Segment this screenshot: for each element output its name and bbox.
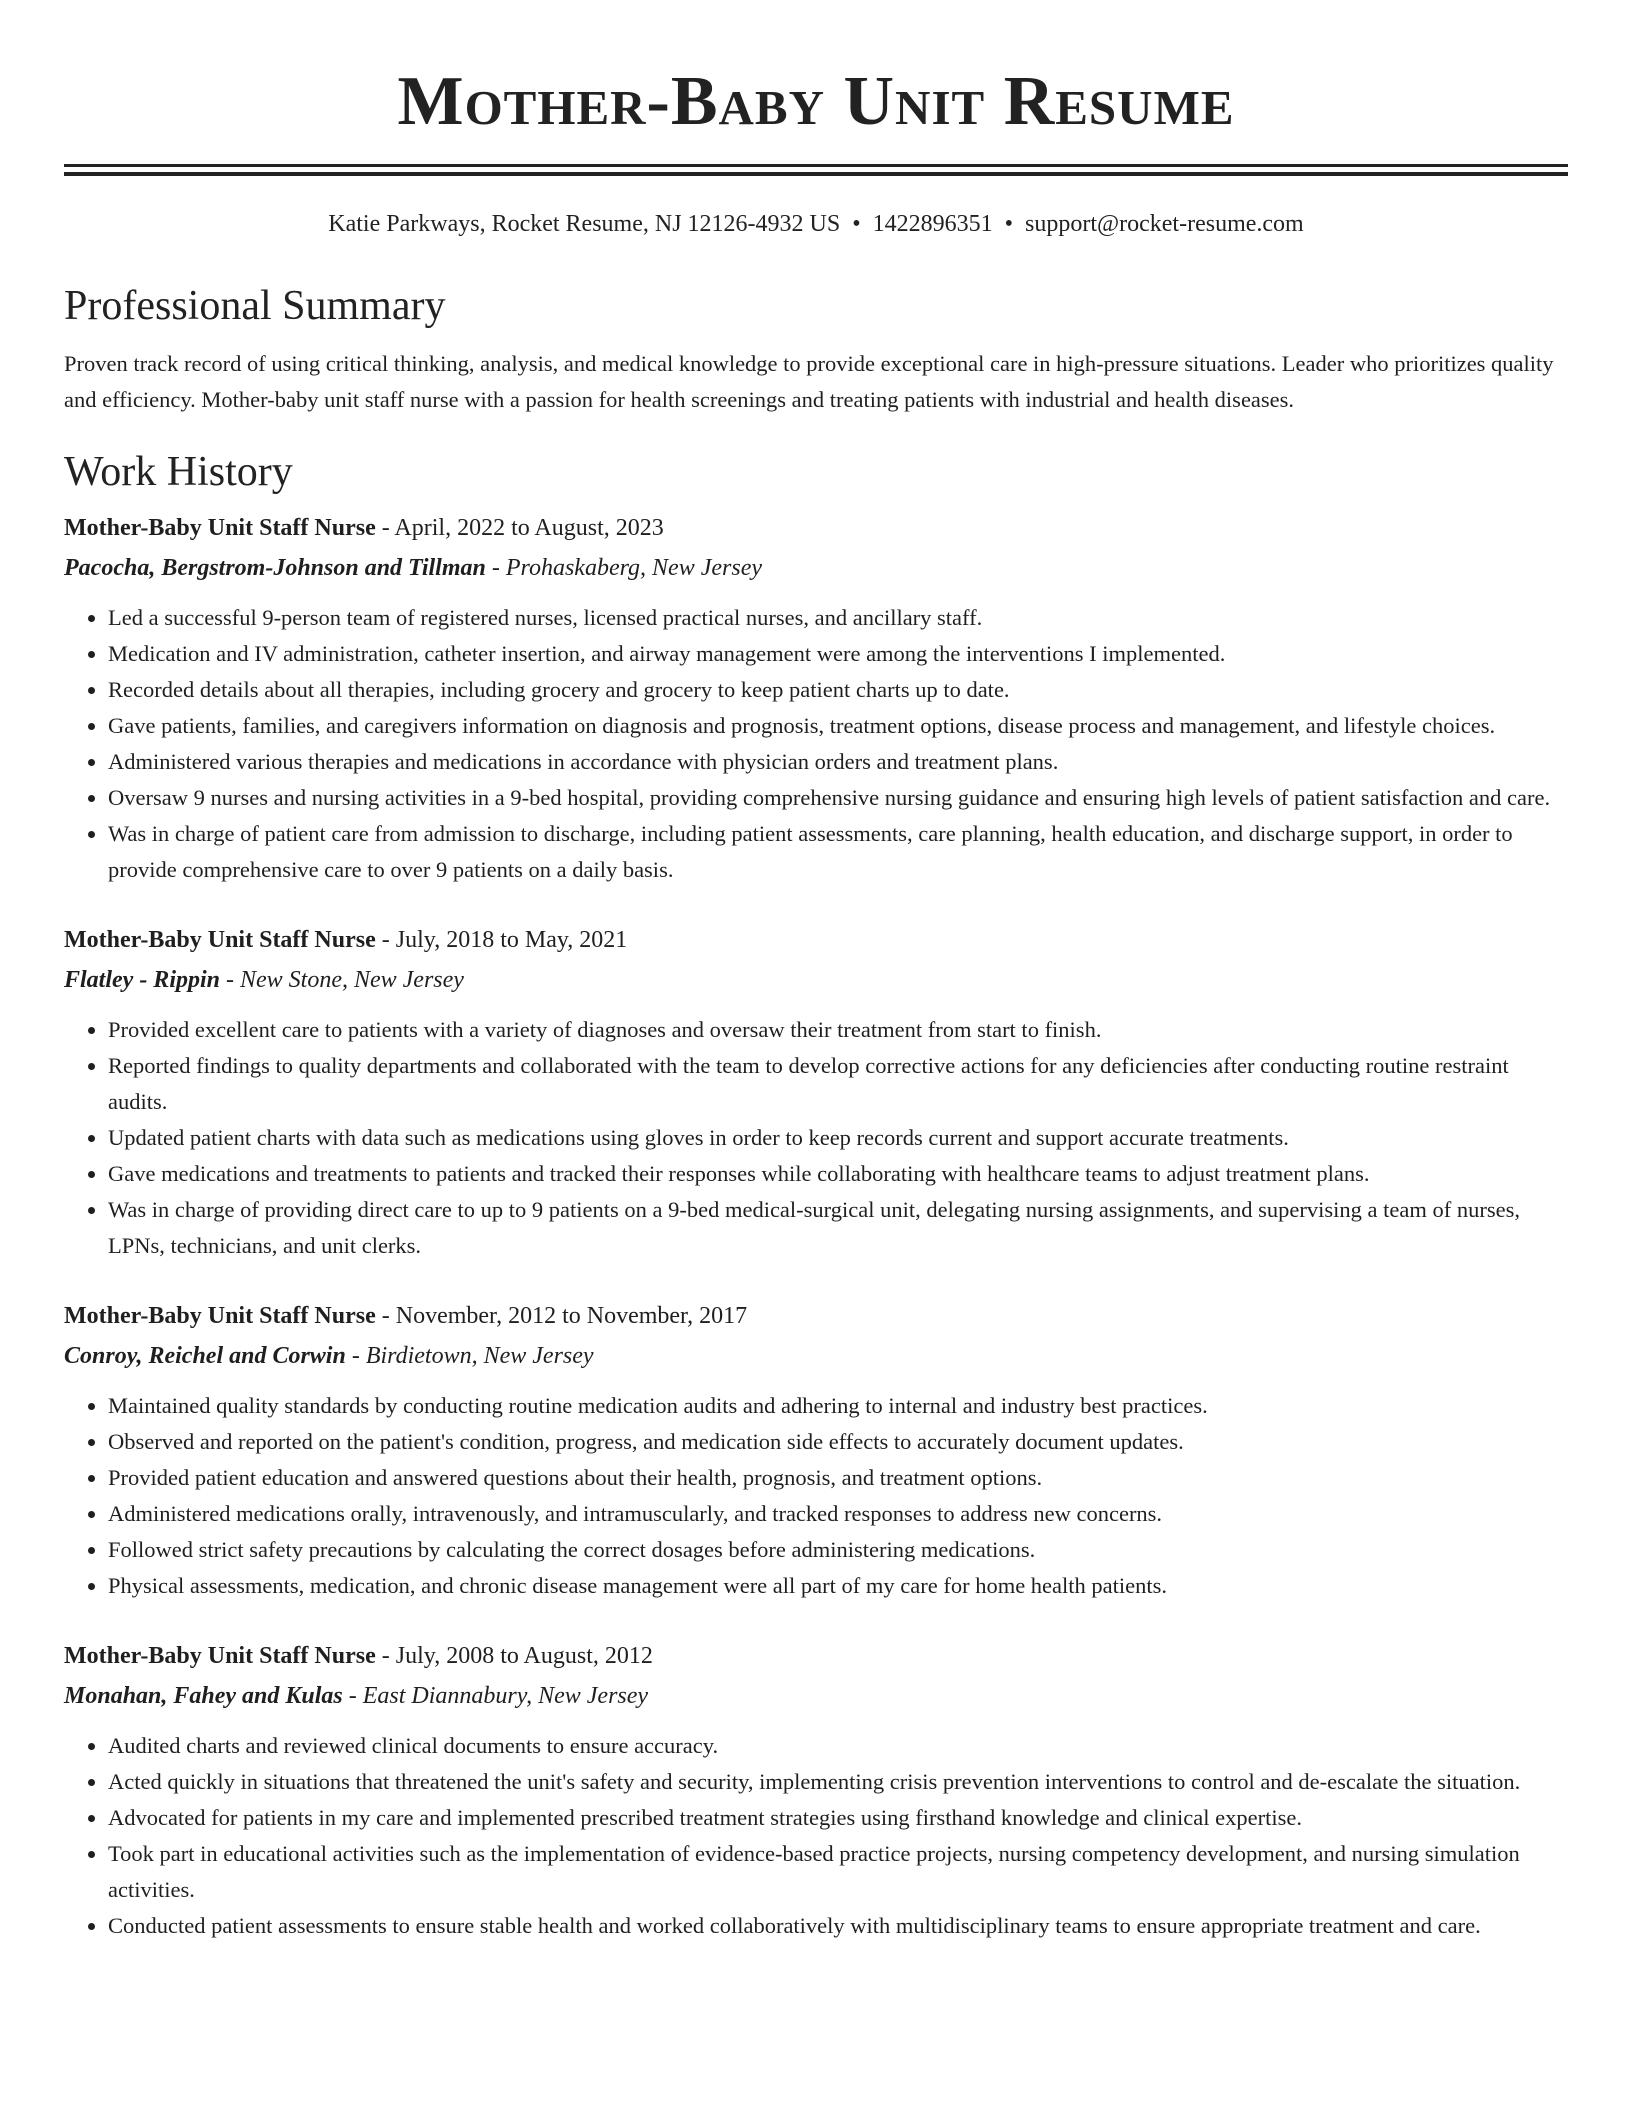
work-history-list (64, 510, 1568, 1944)
contact-separator: • (852, 211, 861, 237)
list-item: • Administered various therapies and medications in accordance with physician orders and treatment plans. (108, 744, 1568, 780)
job-entry (64, 1638, 1568, 1944)
job-employer (64, 962, 1568, 998)
job-header (64, 510, 1568, 546)
job-duties-list (64, 1728, 1568, 1944)
list-item: • Followed strict safety precautions by calculating the correct dosages before administering medications. (108, 1532, 1568, 1568)
list-item: • Observed and reported on the patient's condition, progress, and medication side effects to accurately document updates. (108, 1424, 1568, 1460)
work-history-heading: Work History (64, 449, 293, 495)
list-item: • Gave patients, families, and caregivers information on diagnosis and prognosis, treatment options, disease process and management, and lifestyle choices. (108, 708, 1568, 744)
job-title: Mother-Baby Unit Staff Nurse (64, 927, 376, 953)
contact-email: support@rocket-resume.com (1025, 211, 1304, 237)
list-item: • Provided patient education and answered questions about their health, prognosis, and treatment options. (108, 1460, 1568, 1496)
job-title: Mother-Baby Unit Staff Nurse (64, 1643, 376, 1669)
contact-address: Katie Parkways, Rocket Resume, NJ 12126-4932 US (328, 211, 841, 237)
list-item: • Updated patient charts with data such as medications using gloves in order to keep records current and support accurate treatments. (108, 1120, 1568, 1156)
list-item: • Advocated for patients in my care and implemented prescribed treatment strategies using firsthand knowledge and clinical expertise. (108, 1800, 1568, 1836)
job-company: Monahan, Fahey and Kulas (64, 1683, 343, 1709)
list-item: • Was in charge of providing direct care to up to 9 patients on a 9-bed medical-surgical unit, delegating nursing assignments, and supervising a team of nurses, LPNs, technicians, and unit clerks. (108, 1192, 1568, 1264)
job-location: - New Stone, New Jersey (220, 967, 464, 993)
job-employer (64, 550, 1568, 586)
list-item: • Medication and IV administration, catheter insertion, and airway management were among the interventions I implemented. (108, 636, 1568, 672)
job-header (64, 1298, 1568, 1334)
job-title: Mother-Baby Unit Staff Nurse (64, 1303, 376, 1329)
list-item: • Took part in educational activities such as the implementation of evidence-based practice projects, nursing competency development, and nursing simulation activities. (108, 1836, 1568, 1908)
list-item: • Was in charge of patient care from admission to discharge, including patient assessments, care planning, health education, and discharge support, in order to provide comprehensive care to over 9 patients on a daily basis. (108, 816, 1568, 888)
list-item: • Provided excellent care to patients with a variety of diagnoses and oversaw their treatment from start to finish. (108, 1012, 1568, 1048)
list-item: • Recorded details about all therapies, including grocery and grocery to keep patient charts up to date. (108, 672, 1568, 708)
job-entry (64, 1298, 1568, 1604)
contact-separator: • (1004, 211, 1014, 237)
job-header (64, 1638, 1568, 1674)
list-item: • Conducted patient assessments to ensure stable health and worked collaboratively with multidisciplinary teams to ensure appropriate treatment and care. (108, 1908, 1568, 1944)
job-company: Flatley - Rippin (64, 967, 220, 993)
summary-heading: Professional Summary (64, 283, 446, 329)
job-employer (64, 1338, 1568, 1374)
job-dates: - April, 2022 to August, 2023 (375, 515, 664, 541)
job-duties-list (64, 600, 1568, 888)
list-item: • Gave medications and treatments to patients and tracked their responses while collaborating with healthcare teams to adjust treatment plans. (108, 1156, 1568, 1192)
list-item: • Physical assessments, medication, and chronic disease management were all part of my care for home health patients. (108, 1568, 1568, 1604)
job-employer (64, 1678, 1568, 1714)
job-location: - Prohaskaberg, New Jersey (485, 555, 762, 581)
list-item: • Reported findings to quality departments and collaborated with the team to develop corrective actions for any deficiencies after conducting routine restraint audits. (108, 1048, 1568, 1120)
job-duties-list (64, 1388, 1568, 1604)
title-divider-bottom (64, 172, 1568, 176)
contact-line (64, 206, 1568, 242)
resume-title: Mother-Baby Unit Resume (397, 63, 1235, 140)
job-dates: - November, 2012 to November, 2017 (375, 1303, 748, 1329)
job-entry (64, 922, 1568, 1264)
job-location: - East Diannabury, New Jersey (342, 1683, 649, 1709)
job-location: - Birdietown, New Jersey (345, 1343, 594, 1369)
list-item: • Acted quickly in situations that threatened the unit's safety and security, implementing crisis prevention interventions to control and de-escalate the situation. (108, 1764, 1568, 1800)
job-header (64, 922, 1568, 958)
job-company: Conroy, Reichel and Corwin (64, 1343, 346, 1369)
contact-phone: 1422896351 (872, 211, 993, 237)
job-title: Mother-Baby Unit Staff Nurse (64, 515, 376, 541)
job-dates: - July, 2008 to August, 2012 (375, 1643, 653, 1669)
job-entry (64, 510, 1568, 888)
list-item: • Audited charts and reviewed clinical documents to ensure accuracy. (108, 1728, 1568, 1764)
title-divider-top (64, 164, 1568, 167)
list-item: • Oversaw 9 nurses and nursing activities in a 9-bed hospital, providing comprehensive nursing guidance and ensuring high levels of patient satisfaction and care. (108, 780, 1568, 816)
job-duties-list (64, 1012, 1568, 1264)
job-company: Pacocha, Bergstrom-Johnson and Tillman (64, 555, 486, 581)
list-item: • Administered medications orally, intravenously, and intramuscularly, and tracked responses to address new concerns. (108, 1496, 1568, 1532)
summary-text: Proven track record of using critical thinking, analysis, and medical knowledge to provide exceptional care in high-pressure situations. Leader who prioritizes quality and efficiency. Mother-baby unit staff nurse with a passion for health screenings and treating patients with industrial and health diseases. (64, 351, 1554, 412)
list-item: • Maintained quality standards by conducting routine medication audits and adhering to internal and industry best practices. (108, 1388, 1568, 1424)
list-item: • Led a successful 9-person team of registered nurses, licensed practical nurses, and ancillary staff. (108, 600, 1568, 636)
job-dates: - July, 2018 to May, 2021 (375, 927, 628, 953)
